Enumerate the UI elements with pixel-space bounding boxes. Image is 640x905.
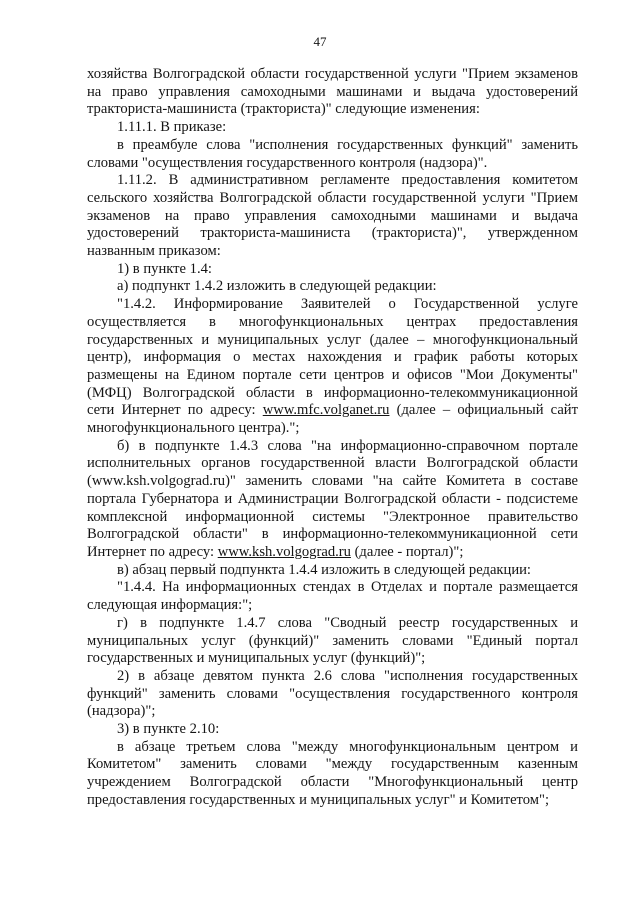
paragraph-subitem-g: г) в подпункте 1.4.7 слова "Сводный реестр государственных и муниципальных услуг (функций)" заменить словами "Единый портал государственных и муниципальных услуг (функций)"; xyxy=(87,614,578,667)
mfc-website-link[interactable]: www.mfc.volganet.ru xyxy=(262,402,390,419)
paragraph-1-4-2 xyxy=(87,296,578,438)
paragraph-text: (далее - портал)"; xyxy=(350,543,464,560)
paragraph-abzac-3: в абзаце третьем слова "между многофункциональным центром и Комитетом" заменить словами "между государственным казенным учреждением Волгоградской области "Многофункциональный центр предоставления государственных и муниципальных услуг" и Комитетом"; xyxy=(87,738,578,808)
paragraph-1-11-1: 1.11.1. В приказе: xyxy=(117,119,227,136)
paragraph-1-4-4: "1.4.4. На информационных стендах в Отделах и портале размещается следующая информация:"; xyxy=(87,579,578,614)
paragraph-intro: хозяйства Волгоградской области государственной услуги "Прием экзаменов на право управления самоходными машинами и выдача удостоверений тракториста-машиниста (тракториста)" следующие изменения: xyxy=(87,66,578,118)
paragraph-text: "1.4.2. Информирование Заявителей о Государственной услуге осуществляется в многофункциональных центрах предоставления государственных и муниципальных услуг (далее – многофункциональный центр), информация о местах нахождения и график работы которых размещены на Едином портале сети центров и офисов "Мои Документы" (МФЦ) Волгоградской области в информационно-телекоммуникационной сети Интернет по адресу: xyxy=(87,296,578,419)
paragraph-preamble-change: в преамбуле слова "исполнения государственных функций" заменить словами "осуществления государственного контроля (надзора)". xyxy=(87,136,578,171)
paragraph-text: б) в подпункте 1.4.3 слова "на информационно-справочном портале исполнительных органов государственной власти Волгоградской области (www.ksh.volgograd.ru)" заменить словами "на сайте Комитета в составе портала Губернатора и Администрации Волгоградской области - подсистеме комплексной информационной системы "Электронное правительство Волгоградской области" в информационно-телекоммуникационной сети Интернет по адресу: xyxy=(87,437,578,560)
paragraph-item-2: 2) в абзаце девятом пункта 2.6 слова "исполнения государственных функций" заменить словами "осуществления государственного контроля (надзора)"; xyxy=(87,667,578,720)
paragraph-text: (далее – официальный сайт многофункционального центра)."; xyxy=(87,402,578,437)
paragraph-subitem-b xyxy=(87,438,578,562)
page-number: 47 xyxy=(313,34,327,49)
paragraph-subitem-v: в) абзац первый подпункта 1.4.4 изложить в следующей редакции: xyxy=(117,561,531,578)
paragraph-item-1: 1) в пункте 1.4: xyxy=(117,260,212,277)
paragraph-1-11-2: 1.11.2. В административном регламенте предоставления комитетом сельского хозяйства Волгоградской области государственной услуги "Прием экзаменов на право управления самоходными машинами и выдача удостоверений тракториста-машиниста (тракториста)", утвержденном названным приказом: xyxy=(87,172,578,260)
document-body xyxy=(87,66,578,810)
paragraph-subitem-a: а) подпункт 1.4.2 изложить в следующей редакции: xyxy=(117,278,437,295)
paragraph-item-3: 3) в пункте 2.10: xyxy=(117,721,220,738)
ksh-website-link[interactable]: www.ksh.volgograd.ru xyxy=(217,543,351,560)
